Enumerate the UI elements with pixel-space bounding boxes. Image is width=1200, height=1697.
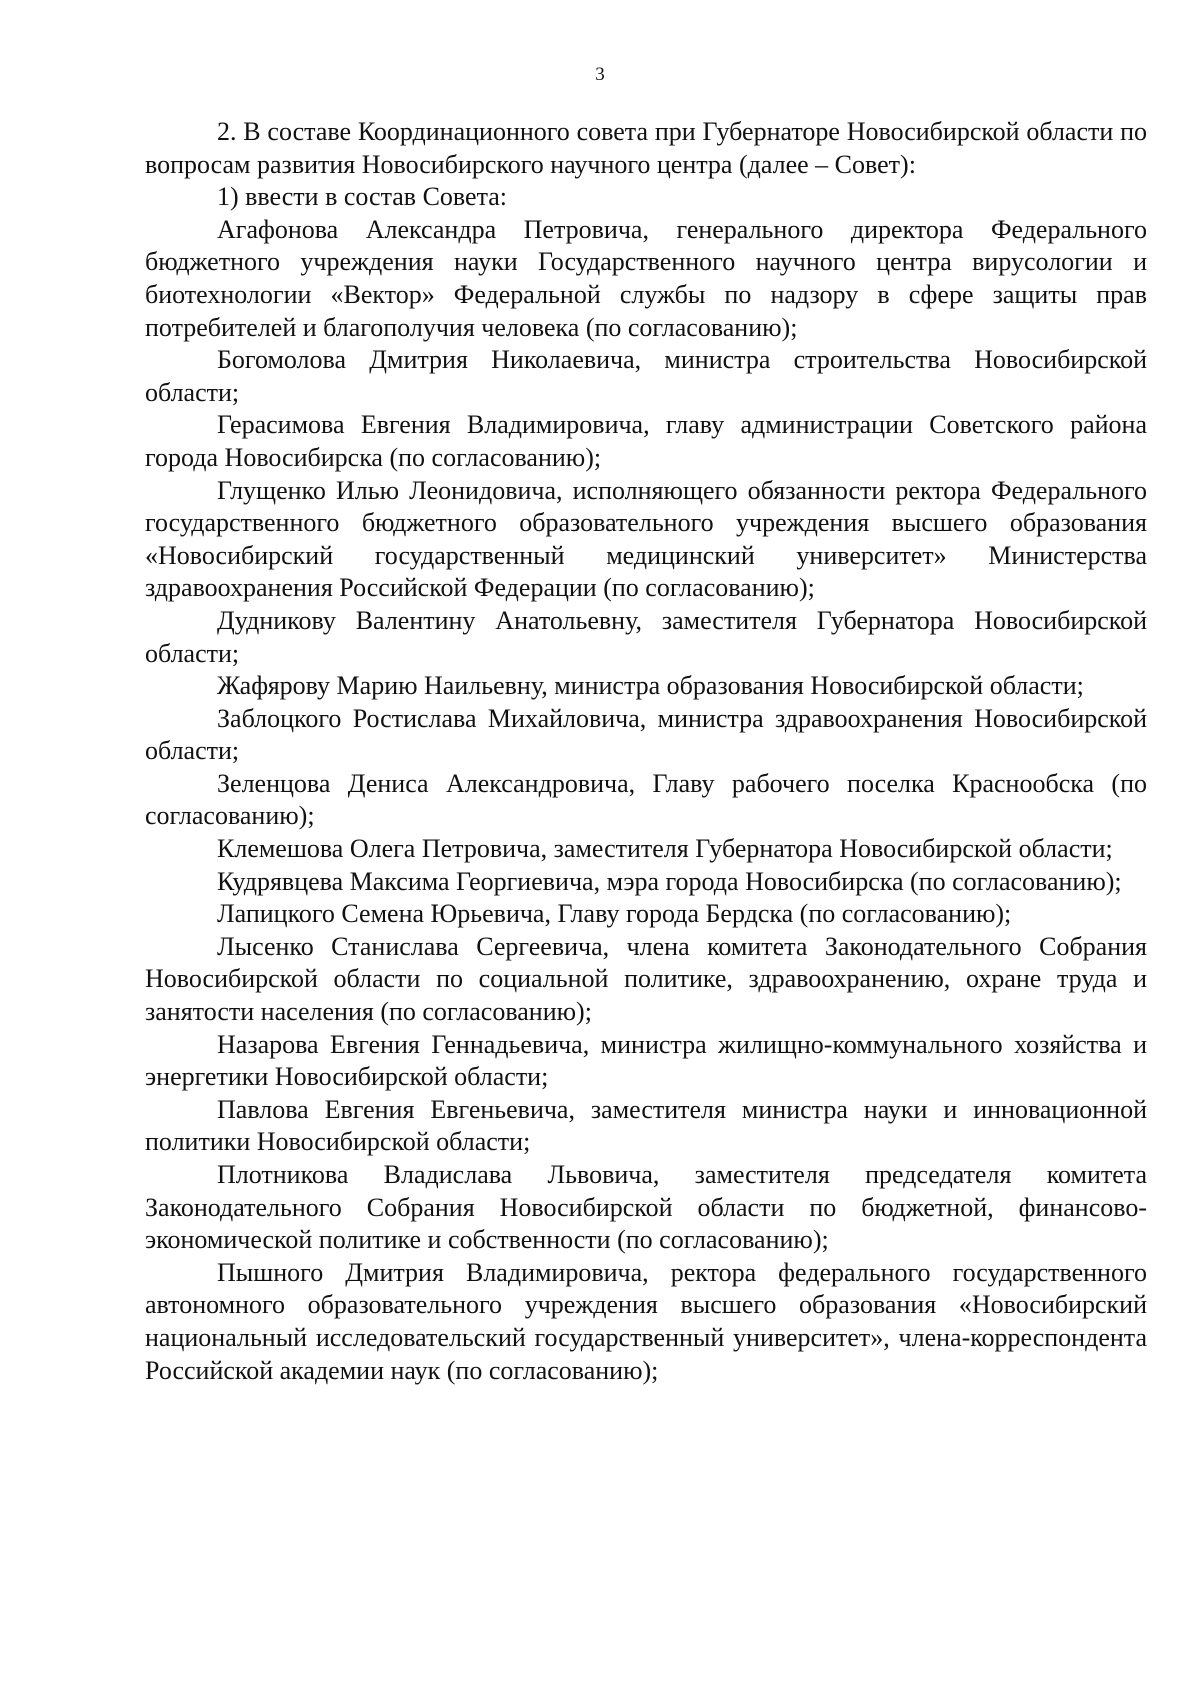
member-entry: Глущенко Илью Леонидовича, исполняющего обязанности ректора Федерального государственного бюджетного образовательного учреждения высшего образования «Новосибирский государственный медицинский университет» Министерства здравоохранения Российской Федерации (по согласованию);	[145, 475, 1147, 603]
member-entry: Герасимова Евгения Владимировича, главу администрации Советского района города Новосибирска (по согласованию);	[145, 410, 1147, 472]
member-entry: Агафонова Александра Петровича, генерального директора Федерального бюджетного учреждения науки Государственного научного центра вирусологии и биотехнологии «Вектор» Федеральной службы по надзору в сфере защиты прав потребителей и благополучия человека (по согласованию);	[145, 214, 1147, 342]
document-body	[145, 116, 1147, 1387]
member-entry: Дудникову Валентину Анатольевну, заместителя Губернатора Новосибирской области;	[145, 605, 1147, 668]
page-number: 3	[595, 64, 605, 85]
member-entry: Плотникова Владислава Львовича, заместителя председателя комитета Законодательного Собрания Новосибирской области по бюджетной, финансово-экономической политике и собственности (по согласованию);	[145, 1160, 1147, 1255]
member-entry: Лысенко Станислава Сергеевича, члена комитета Законодательного Собрания Новосибирской области по социальной политике, здравоохранению, охране труда и занятости населения (по согласованию);	[145, 931, 1147, 1027]
member-entry: Лапицкого Семена Юрьевича, Главу города Бердска (по согласованию);	[217, 899, 1012, 929]
member-entry: Назарова Евгения Геннадьевича, министра жилищно-коммунального хозяйства и энергетики Новосибирской области;	[145, 1029, 1147, 1092]
paragraph-council-composition: 2. В составе Координационного совета при Губернаторе Новосибирской области по вопросам развития Новосибирского научного центра (далее – Совет):	[145, 117, 1147, 179]
member-entry: Клемешова Олега Петровича, заместителя Губернатора Новосибирской области;	[217, 834, 1113, 864]
member-entry: Богомолова Дмитрия Николаевича, министра строительства Новосибирской области;	[145, 345, 1147, 407]
member-entry: Зеленцова Дениса Александровича, Главу рабочего поселка Краснообска (по согласованию);	[145, 768, 1147, 831]
member-entry: Заблоцкого Ростислава Михайловича, министра здравоохранения Новосибирской области;	[145, 703, 1147, 766]
paragraph-add-members: 1) ввести в состав Совета:	[217, 182, 508, 212]
member-entry: Пышного Дмитрия Владимировича, ректора федерального государственного автономного образовательного учреждения высшего образования «Новосибирский национальный исследовательский государственный университет», члена-корреспондента Российской академии наук (по согласованию);	[145, 1257, 1147, 1385]
member-entry: Павлова Евгения Евгеньевича, заместителя министра науки и инновационной политики Новосибирской области;	[145, 1094, 1147, 1157]
member-entry: Жафярову Марию Наильевну, министра образования Новосибирской области;	[217, 671, 1084, 701]
member-entry: Кудрявцева Максима Георгиевича, мэра города Новосибирска (по согласованию);	[217, 866, 1122, 896]
